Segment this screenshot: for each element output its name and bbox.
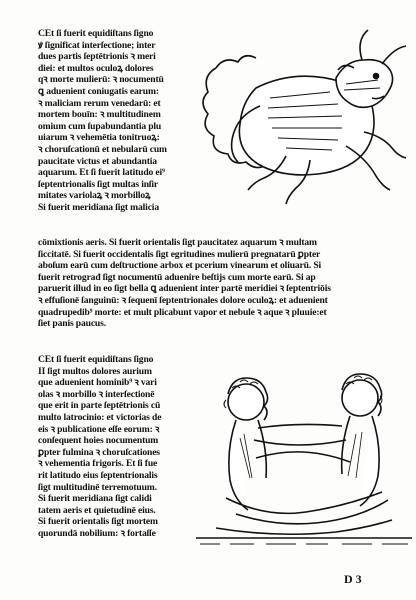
text-line: eis ꝛ publicatione eſſe eorum: ꝛ: [38, 423, 160, 435]
text-line: qꝛ morte mulierū: ꝛ nocumentū: [38, 74, 164, 86]
text-line: ꝗ aduenient coniugatis earum:: [38, 85, 159, 97]
text-line: ꝛ vehementia frigoris. Et ſi fue: [38, 458, 158, 470]
text-line: ꝟ ſignificat interſectione; inter: [38, 39, 156, 51]
text-line: aboſum earū cum deſtructione arbox et pcerium vinearum et oliuarū. Si: [38, 260, 322, 272]
text-line: tatem aeris et quietudinē eius.: [38, 504, 156, 516]
text-column-bottom: [38, 354, 208, 540]
text-line: rit latitudo eius ſeptentrionalis: [38, 469, 158, 481]
text-line: multo latrocinio: et victorias de: [38, 411, 162, 423]
taurus-bull-woodcut: [186, 28, 410, 233]
text-full-width: [38, 237, 398, 330]
text-line: quorundā nobilium: ꝛ fortaſſe: [38, 527, 156, 539]
text-line: paruerit illud in eo ſigt bella ꝗ aduenient inter partē meridiei ꝛ ſeptentriōis: [38, 283, 331, 295]
text-line: ꝛ choruſcationū et nebularū cum: [38, 143, 167, 155]
text-line: ſeptentrionalis ſigt multas inſir: [38, 178, 159, 190]
text-line: ꝛ effuſionē ſanguinū: ꝛ ſequenī ſeptentrionales dolore oculoꝝ: et aduenient: [38, 294, 328, 306]
text-line: mitates variolaꝝ ꝛ morbilloꝝ: [38, 190, 151, 202]
text-line: conſequent hoies nocumentum: [38, 435, 159, 447]
text-line: fuerit retrograđ ſigt nocumentū aduenire beſtijs cum morte earū. Si ap: [38, 271, 316, 283]
text-line: que aduenient hominib⁹ ꝛ vari: [38, 377, 157, 389]
text-line: Si fuerit orientalis ſigt mortem: [38, 516, 158, 528]
text-line: ſigt multitudinē terremotuum.: [38, 481, 157, 493]
text-line: Si fuerit meridiana ſigt calidi: [38, 493, 152, 505]
text-line: diei: et multos oculoꝝ dolores: [38, 62, 154, 74]
text-line: uiarum ꝛ vehemētia tonitruoꝝ:: [38, 132, 160, 144]
signature-mark: D 3: [344, 572, 362, 586]
text-line: ſiccitatē. Si fuerit occidentalis ſigt egritudines mulierū pregnatarū ꝑpter: [38, 248, 321, 260]
text-line: mortem bouīn: ꝛ multitudinem: [38, 109, 161, 121]
text-line: II ſigt multos dolores aurium: [38, 365, 152, 377]
text-line: que erit in parte ſeptētrionis cū: [38, 400, 161, 412]
text-line: CEt ſi fuerit equidiſtans ſigno: [38, 354, 154, 365]
text-line: paucitate victus et abundantia: [38, 155, 157, 167]
gemini-twins-woodcut: [196, 368, 412, 548]
text-line: quadrupedib⁹ morte: et mult plicabunt vapor et nebule ꝛ aque ꝛ pluuie:et: [38, 306, 327, 318]
text-line: dues partis ſeptētrionis ꝛ meri: [38, 51, 156, 63]
text-line: ꝛ maliciam rerum venedarū: et: [38, 97, 161, 109]
text-line: olas ꝛ morbillo ꝛ interſectionē: [38, 388, 155, 400]
text-line: ſiet panis paucus.: [38, 318, 106, 330]
text-line: omium cum ſupabundantia plu: [38, 120, 162, 132]
text-line: ꝑpter fulmina ꝛ choruſcationes: [38, 446, 160, 458]
text-line: CEt ſi fuerit equidiſtans ſigno: [38, 28, 154, 39]
text-line: Si fuerit meridiana ſigt malicia: [38, 201, 159, 213]
text-line: aquarum. Et ſi fuerit latitudo ei⁹: [38, 167, 165, 179]
text-line: cōmixtionis aeris. Si fuerit orientalis ſigt paucitatez aquarum ꝛ multam: [38, 237, 317, 248]
